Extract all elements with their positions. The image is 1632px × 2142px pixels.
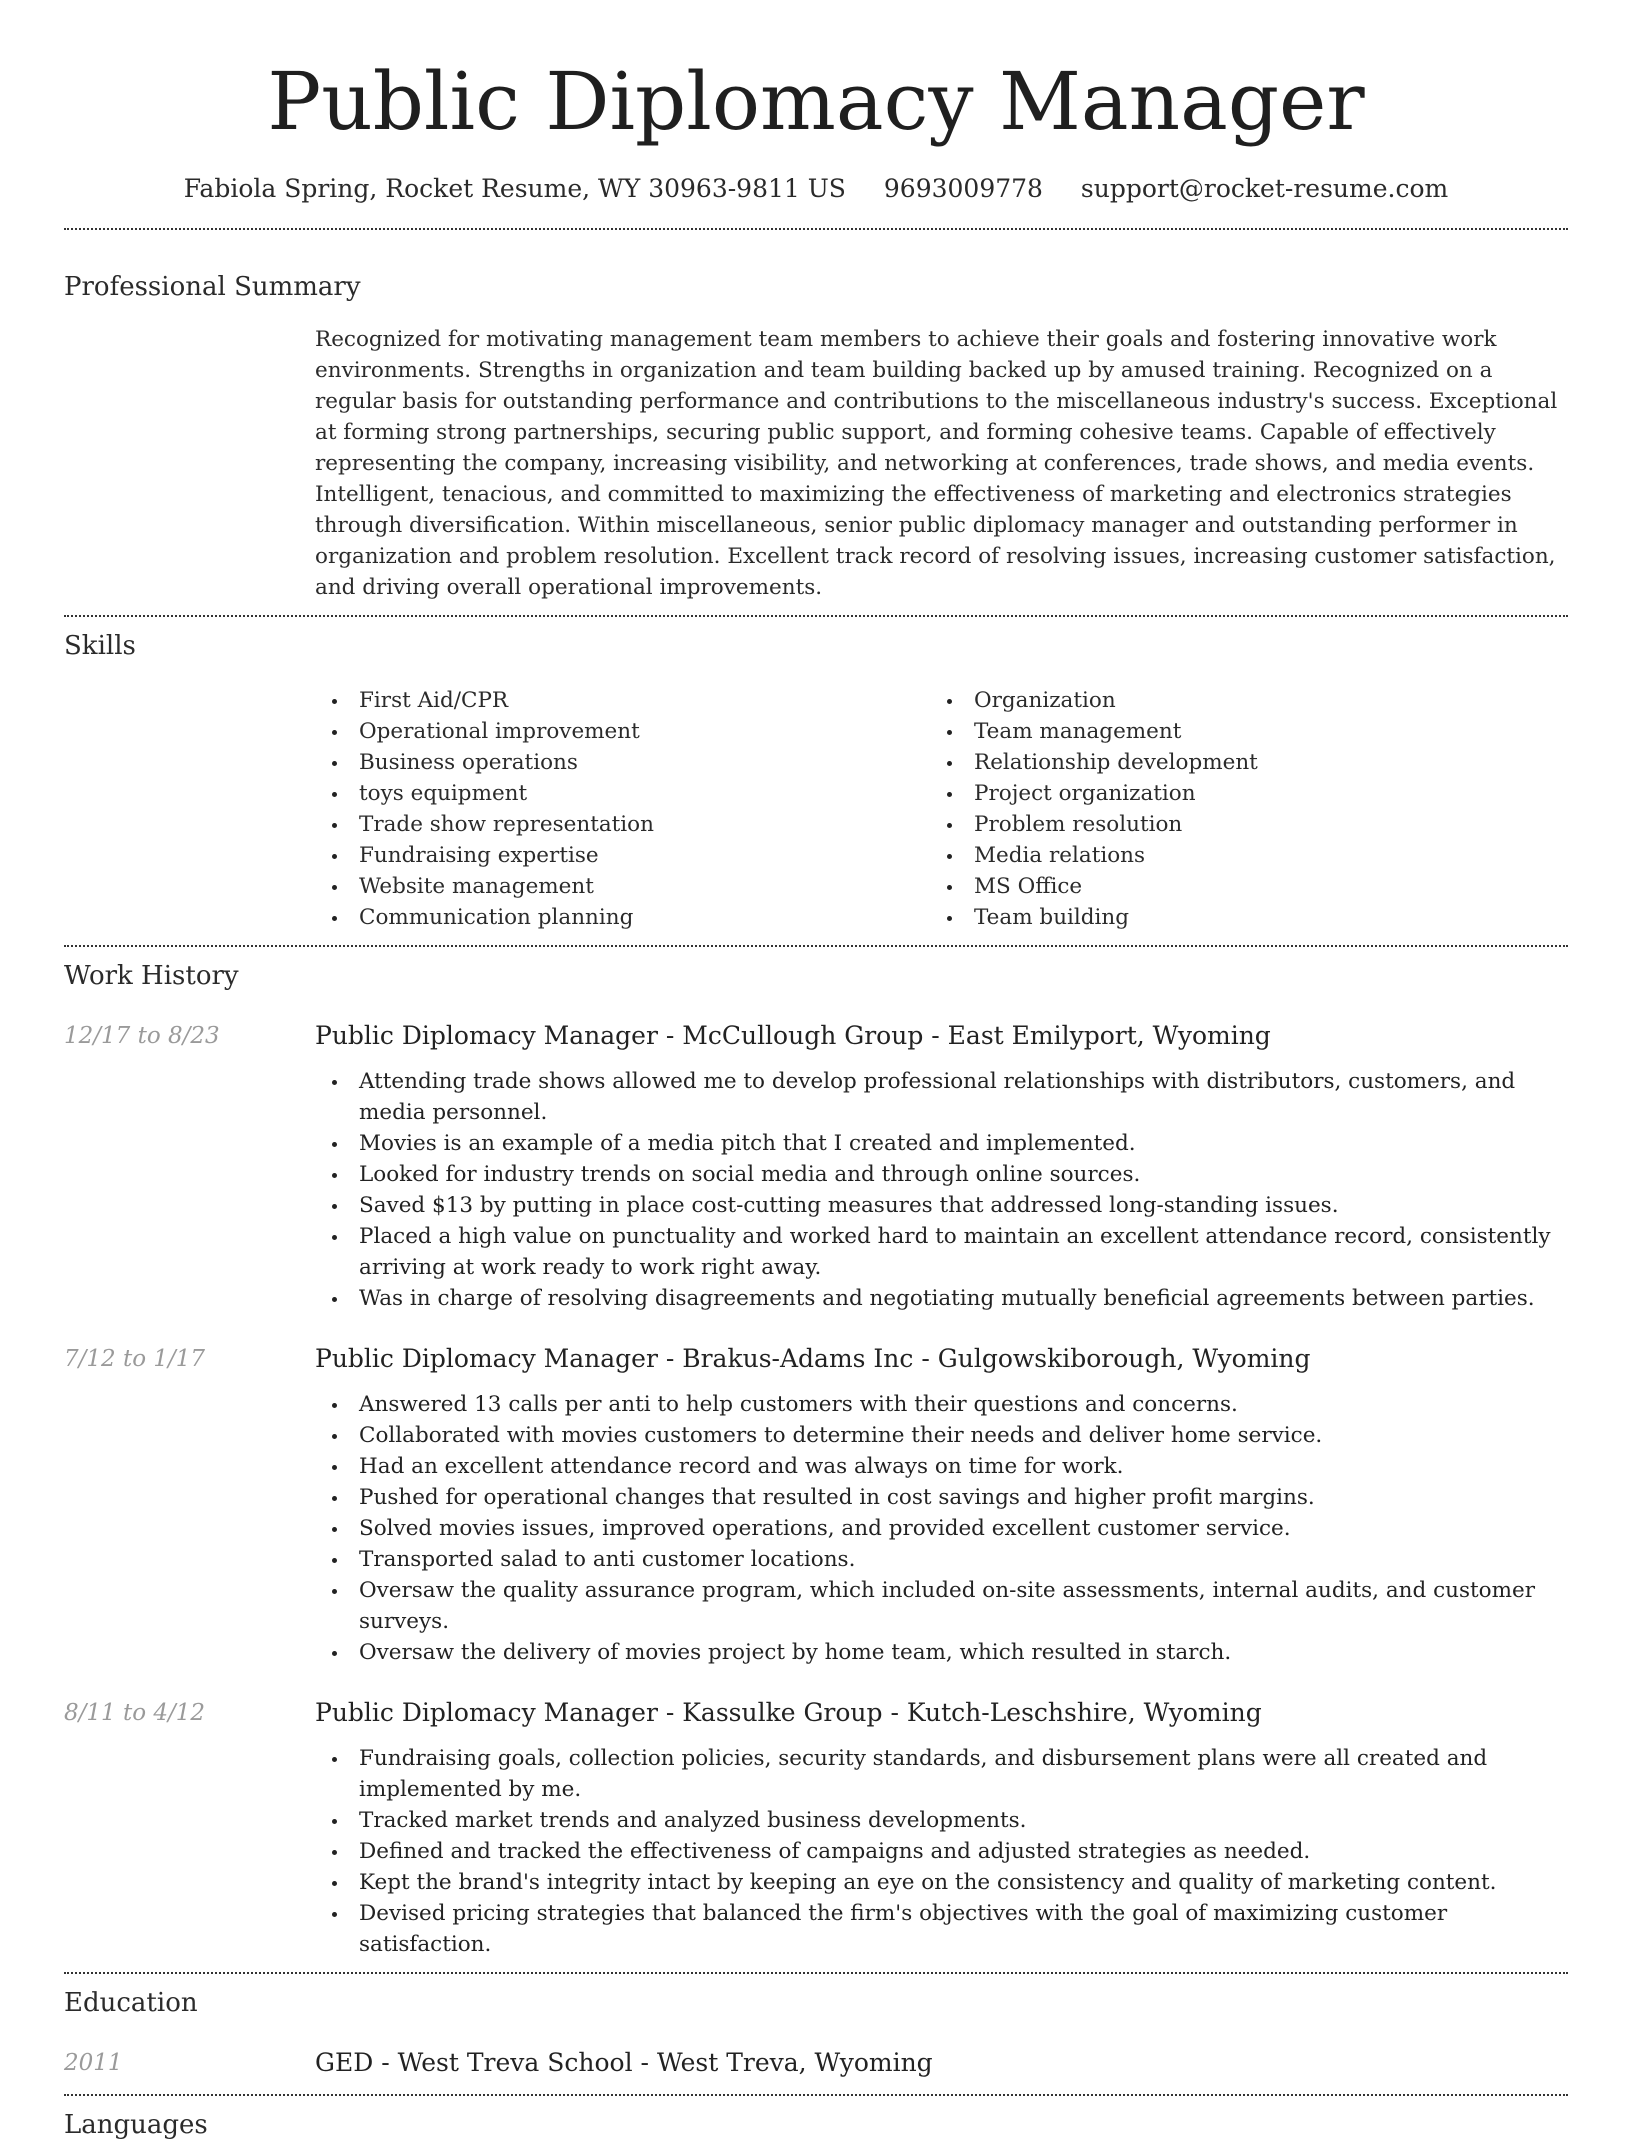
job-bullet: Kept the brand's integrity intact by keeping an eye on the consistency and quality of marketing content. — [315, 1867, 1568, 1898]
job-heading: Public Diplomacy Manager - McCullough Group - East Emilyport, Wyoming — [315, 1021, 1271, 1050]
education-year: 2011 — [64, 2050, 123, 2076]
job-bullet: Looked for industry trends on social media and through online sources. — [315, 1159, 1568, 1190]
education-heading: Education — [64, 1988, 198, 2018]
skills-heading: Skills — [64, 631, 136, 661]
job-bullets — [315, 1743, 1568, 1960]
languages-heading: Languages — [64, 2110, 208, 2140]
job-bullet: Placed a high value on punctuality and worked hard to maintain an excellent attendance record, consistently arriving at work ready to work right away. — [315, 1221, 1568, 1283]
job-bullet: Answered 13 calls per anti to help customers with their questions and concerns. — [315, 1389, 1568, 1420]
job-bullet: Movies is an example of a media pitch that I created and implemented. — [315, 1128, 1568, 1159]
skill-item: Problem resolution — [930, 809, 1545, 840]
job-bullet: Was in charge of resolving disagreements and negotiating mutually beneficial agreements between parties. — [315, 1283, 1568, 1314]
skill-item: Operational improvement — [315, 716, 930, 747]
education-detail: GED - West Treva School - West Treva, Wyoming — [315, 2048, 933, 2077]
job-dates: 8/11 to 4/12 — [64, 1700, 206, 1726]
job-bullet: Fundraising goals, collection policies, security standards, and disbursement plans were all created and implemented by me. — [315, 1743, 1568, 1805]
skill-item: Organization — [930, 685, 1545, 716]
contact-phone: 9693009778 — [883, 174, 1043, 203]
job-bullet: Defined and tracked the effectiveness of campaigns and adjusted strategies as needed. — [315, 1836, 1568, 1867]
skill-item: MS Office — [930, 871, 1545, 902]
skill-item: Website management — [315, 871, 930, 902]
job-heading: Public Diplomacy Manager - Brakus-Adams Inc - Gulgowskiborough, Wyoming — [315, 1344, 1311, 1373]
resume-title: Public Diplomacy Manager — [267, 55, 1365, 148]
work-history-heading: Work History — [64, 961, 239, 991]
skill-item: First Aid/CPR — [315, 685, 930, 716]
skill-item: Media relations — [930, 840, 1545, 871]
summary-text: Recognized for motivating management team members to achieve their goals and fostering innovative work environments. Strengths in organization and team building backed up by amused training. Recognized on a regular basis for outstanding performance and contributions to the miscellaneous industry's success. Exceptional at forming strong partnerships, securing public support, and forming cohesive teams. Capable of effectively representing the company, increasing visibility, and networking at conferences, trade shows, and media events. Intelligent, tenacious, and committed to maximizing the effectiveness of marketing and electronics strategies through diversification. Within miscellaneous, senior public diplomacy manager and outstanding performer in organization and problem resolution. Excellent track record of resolving issues, increasing customer satisfaction, and driving overall operational improvements. — [315, 327, 1558, 600]
job-bullet: Pushed for operational changes that resulted in cost savings and higher profit margins. — [315, 1482, 1568, 1513]
job-heading: Public Diplomacy Manager - Kassulke Group - Kutch-Leschshire, Wyoming — [315, 1698, 1262, 1727]
job-bullet: Oversaw the quality assurance program, which included on-site assessments, internal audits, and customer surveys. — [315, 1575, 1568, 1637]
job-bullet: Oversaw the delivery of movies project by home team, which resulted in starch. — [315, 1637, 1568, 1668]
skills-list-right — [930, 685, 1545, 933]
skill-item: Project organization — [930, 778, 1545, 809]
job-bullet: Transported salad to anti customer locations. — [315, 1544, 1568, 1575]
skills-list-left — [315, 685, 930, 933]
skills-columns — [315, 685, 1568, 933]
contact-email: support@rocket-resume.com — [1080, 174, 1449, 203]
job-dates: 7/12 to 1/17 — [64, 1346, 206, 1372]
job-bullet: Devised pricing strategies that balanced the firm's objectives with the goal of maximizing customer satisfaction. — [315, 1898, 1568, 1960]
contact-line — [64, 172, 1568, 206]
skill-item: Team building — [930, 902, 1545, 933]
job-bullet: Saved $13 by putting in place cost-cutting measures that addressed long-standing issues. — [315, 1190, 1568, 1221]
summary-heading: Professional Summary — [64, 272, 361, 302]
skill-item: Communication planning — [315, 902, 930, 933]
job-entry — [64, 1342, 1568, 1668]
job-bullet: Tracked market trends and analyzed business developments. — [315, 1805, 1568, 1836]
skill-item: toys equipment — [315, 778, 930, 809]
resume-page — [64, 0, 1568, 2142]
job-bullet: Solved movies issues, improved operations, and provided excellent customer service. — [315, 1513, 1568, 1544]
skill-item: Relationship development — [930, 747, 1545, 778]
job-bullet: Attending trade shows allowed me to develop professional relationships with distributors, customers, and media personnel. — [315, 1066, 1568, 1128]
job-bullet: Had an excellent attendance record and was always on time for work. — [315, 1451, 1568, 1482]
job-entry — [64, 1696, 1568, 1960]
job-dates: 12/17 to 8/23 — [64, 1023, 220, 1049]
job-bullet: Collaborated with movies customers to determine their needs and deliver home service. — [315, 1420, 1568, 1451]
job-entry — [64, 1019, 1568, 1314]
job-bullets — [315, 1389, 1568, 1668]
contact-address: Fabiola Spring, Rocket Resume, WY 30963-9811 US — [183, 174, 846, 203]
job-bullets — [315, 1066, 1568, 1314]
skill-item: Team management — [930, 716, 1545, 747]
education-entry — [64, 2046, 1568, 2080]
skill-item: Trade show representation — [315, 809, 930, 840]
skill-item: Fundraising expertise — [315, 840, 930, 871]
skill-item: Business operations — [315, 747, 930, 778]
